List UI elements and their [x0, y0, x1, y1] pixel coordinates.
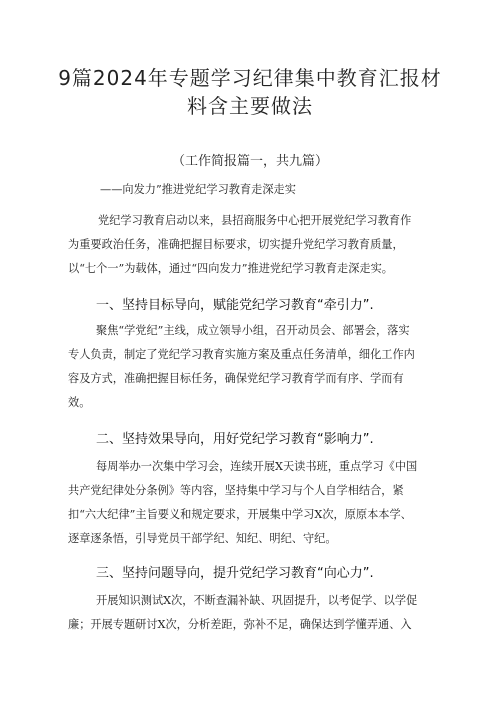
intro-line: 为重要政治任务，准确把握目标要求，切实提升党纪学习教育质量，: [68, 238, 404, 251]
doc-title-line2: 料含主要做法: [187, 94, 313, 118]
section-heading-1: 一、坚持目标导向，赋能党纪学习教育“牵引力”.: [96, 298, 374, 313]
section3-line: 开展知识测试X次，不断查漏补缺、巩固提升，以考促学、以学促: [96, 594, 418, 607]
section2-line: 共产党纪律处分条例》等内容，坚持集中学习与个人自学相结合，紧: [68, 484, 404, 497]
section1-line: 聚焦“学党纪”主线，成立领导小组，召开动员会、部署会，落实: [96, 324, 410, 337]
section1-line: 效。: [68, 396, 91, 409]
section3-line: 廉；开展专题研讨X次，分析差距，弥补不足，确保达到学懂弄通、入: [68, 618, 412, 631]
section2-line: 每周举办一次集中学习会，连续开展X天读书班，重点学习《中国: [96, 460, 418, 473]
section-heading-3: 三、坚持问题导向，提升党纪学习教育“向心力”.: [96, 566, 374, 581]
doc-title-line1: 9篇2024年专题学习纪律集中教育汇报材: [58, 66, 442, 90]
doc-subtitle: （工作简报篇一，共九篇）: [171, 154, 328, 169]
section2-line: 逐章逐条悟，引导党员干部学纪、知纪、明纪、守纪。: [68, 532, 337, 545]
section-heading-2: 二、坚持效果导向，用好党纪学习教育“影响力”.: [96, 432, 374, 447]
intro-line: 党纪学习教育启动以来，县招商服务中心把开展党纪学习教育作: [98, 214, 412, 227]
section2-line: 扣“六大纪律”主旨要义和规定要求，开展集中学习X次，原原本本学、: [68, 508, 412, 521]
intro-line: 以“七个一”为载体，通过“四向发力”推进党纪学习教育走深走实。: [68, 262, 393, 275]
dash-line: ——向发力”推进党纪学习教育走深走实: [100, 183, 296, 196]
section1-line: 专人负责，制定了党纪学习教育实施方案及重点任务清单，细化工作内: [68, 348, 415, 361]
section1-line: 容及方式，准确把握目标任务，确保党纪学习教育学而有序、学而有: [68, 372, 404, 385]
